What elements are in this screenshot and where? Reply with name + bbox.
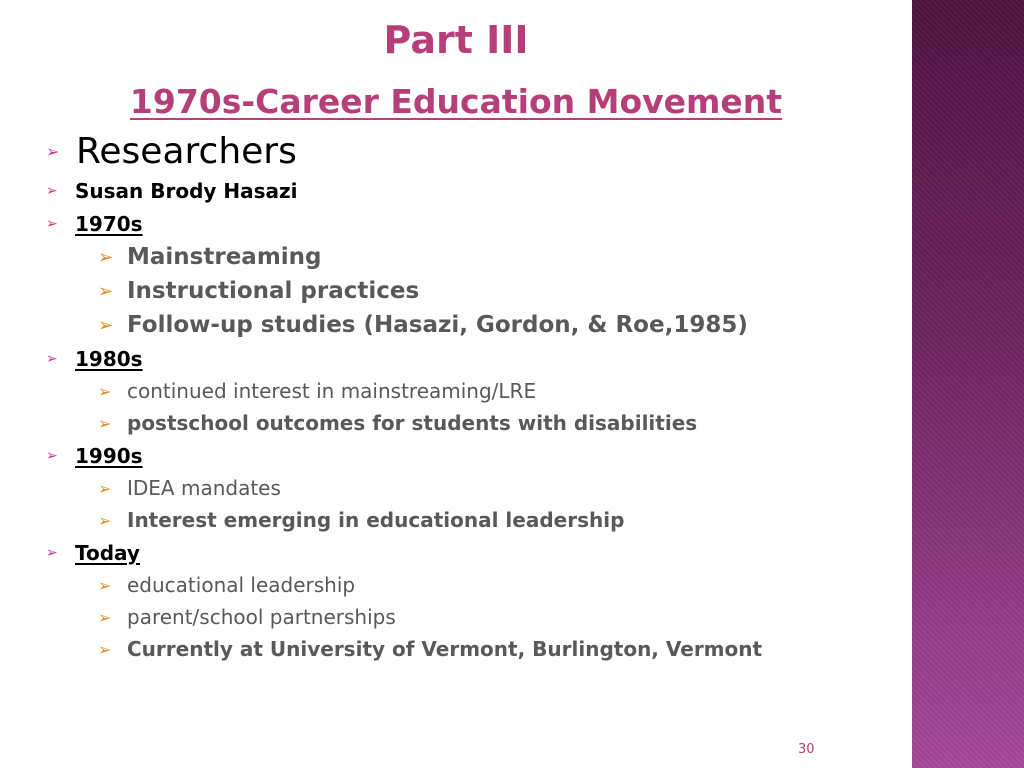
slide-title: Part III <box>383 18 529 62</box>
sub-bullet-text: Interest emerging in educational leadership <box>127 508 625 532</box>
sub-bullet <box>46 601 896 633</box>
arrow-bullet-icon: ➢ <box>98 280 114 302</box>
arrow-bullet-icon: ➢ <box>46 544 58 561</box>
arrow-bullet-icon: ➢ <box>46 141 60 161</box>
sub-bullet <box>46 504 896 536</box>
arrow-bullet-icon: ➢ <box>98 413 112 433</box>
sub-bullet-text: Mainstreaming <box>127 244 322 270</box>
sub-bullet <box>46 633 896 665</box>
bullet-text: Today <box>75 540 140 565</box>
slide-number: 30 <box>798 742 815 757</box>
slide-bullet-list <box>46 128 896 665</box>
sub-bullet <box>46 274 896 308</box>
arrow-bullet-icon: ➢ <box>46 350 58 367</box>
bullet-text: 1980s <box>75 346 143 371</box>
bullet-decade-1970s <box>46 207 896 240</box>
bullet-decade-1990s <box>46 439 896 472</box>
arrow-bullet-icon: ➢ <box>98 639 112 659</box>
sub-bullet <box>46 472 896 504</box>
arrow-bullet-icon: ➢ <box>98 607 112 627</box>
sub-bullet-text: Currently at University of Vermont, Burlington, Vermont <box>127 637 763 661</box>
sub-bullet <box>46 375 896 407</box>
arrow-bullet-icon: ➢ <box>98 381 112 401</box>
bullet-text: 1970s <box>75 211 143 236</box>
bullet-decade-1980s <box>46 342 896 375</box>
sub-bullet <box>46 240 896 274</box>
arrow-bullet-icon: ➢ <box>46 182 58 199</box>
slide-subtitle <box>0 82 912 121</box>
sub-bullet <box>46 308 896 342</box>
bullet-text: Researchers <box>76 130 297 172</box>
sub-bullet <box>46 407 896 439</box>
arrow-bullet-icon: ➢ <box>98 510 112 530</box>
arrow-bullet-icon: ➢ <box>46 215 58 232</box>
sub-bullet-text: Follow-up studies (Hasazi, Gordon, & Roe,1985) <box>127 312 748 338</box>
arrow-bullet-icon: ➢ <box>98 314 114 336</box>
sub-bullet-text: continued interest in mainstreaming/LRE <box>127 379 537 403</box>
bullet-text: 1990s <box>75 443 143 468</box>
arrow-bullet-icon: ➢ <box>98 575 112 595</box>
bullet-text: Susan Brody Hasazi <box>75 178 298 203</box>
sub-bullet-text: postschool outcomes for students with disabilities <box>127 411 698 435</box>
sub-bullet-text: educational leadership <box>127 573 356 597</box>
arrow-bullet-icon: ➢ <box>98 246 114 268</box>
sub-bullet-text: parent/school partnerships <box>127 605 396 629</box>
sub-bullet-text: IDEA mandates <box>127 476 281 500</box>
slide-subtitle-text: 1970s-Career Education Movement <box>129 82 783 121</box>
sub-bullet-text: Instructional practices <box>127 278 420 304</box>
bullet-name <box>46 174 896 207</box>
decorative-side-band <box>912 0 1024 768</box>
bullet-researchers <box>46 128 896 174</box>
arrow-bullet-icon: ➢ <box>98 478 112 498</box>
bullet-today <box>46 536 896 569</box>
arrow-bullet-icon: ➢ <box>46 447 58 464</box>
sub-bullet <box>46 569 896 601</box>
